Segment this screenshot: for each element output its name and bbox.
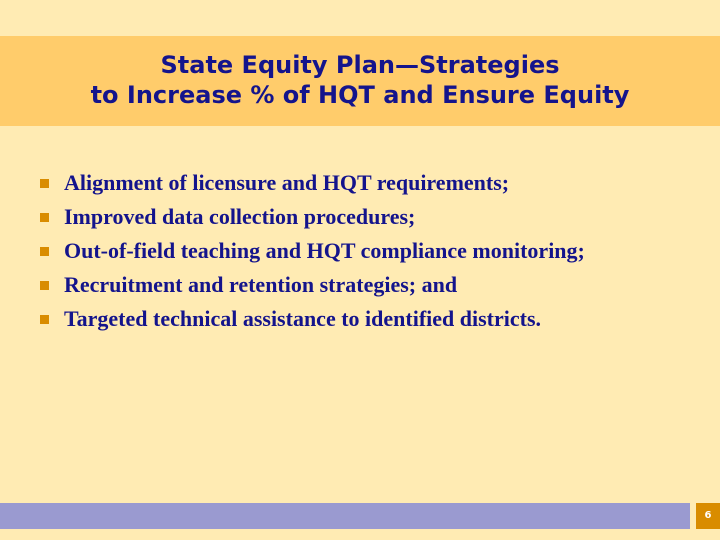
bullet-item xyxy=(40,204,690,230)
square-bullet-icon xyxy=(40,281,49,290)
square-bullet-icon xyxy=(40,213,49,222)
bullet-item xyxy=(40,272,690,298)
bullet-item xyxy=(40,238,690,264)
bullet-item xyxy=(40,170,690,196)
bullet-text: Out-of-field teaching and HQT compliance monitoring; xyxy=(64,238,585,263)
bullet-item xyxy=(40,306,690,332)
bullet-text: Improved data collection procedures; xyxy=(64,204,416,229)
square-bullet-icon xyxy=(40,179,49,188)
square-bullet-icon xyxy=(40,315,49,324)
bullet-text: Recruitment and retention strategies; and xyxy=(64,272,458,297)
slide-title xyxy=(0,50,720,110)
slide-title-line-1: State Equity Plan—Strategies xyxy=(160,51,560,79)
square-bullet-icon xyxy=(40,247,49,256)
bullet-text: Alignment of licensure and HQT requirements; xyxy=(64,170,510,195)
bullet-text: Targeted technical assistance to identified districts. xyxy=(64,306,542,331)
slide-title-line-2: to Increase % of HQT and Ensure Equity xyxy=(90,81,630,109)
footer-bar xyxy=(0,503,690,529)
bullet-list xyxy=(40,170,690,340)
page-number: 6 xyxy=(696,503,720,529)
